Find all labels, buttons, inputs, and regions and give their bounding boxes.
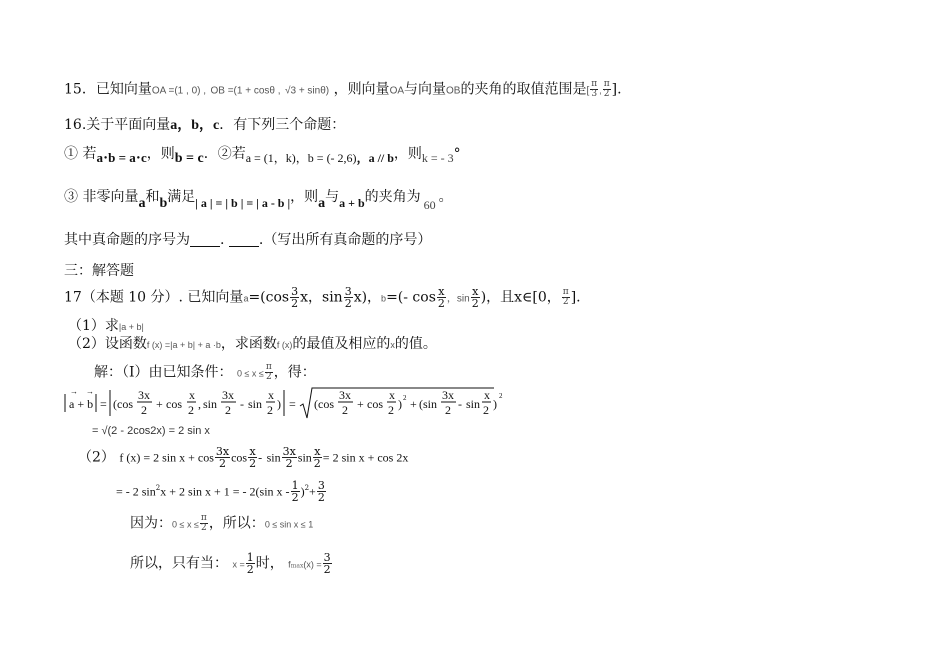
q16-p3-a2: a — [318, 196, 326, 211]
norm-cos-4: cos — [367, 397, 383, 411]
norm-plus-1: + — [156, 397, 163, 411]
solution-f-cos: cos — [231, 450, 248, 465]
norm-x-2: x — [268, 388, 274, 402]
q17-part2-text: ，求函数 — [220, 336, 277, 352]
solution-cond: 0 ≤ x ≤ — [236, 368, 264, 379]
q17-head: 17（本题 10 分）. 已知向量 — [64, 289, 244, 306]
q16-p2-a: a = (1，k)， — [245, 151, 308, 165]
q16-ask-end: .（写出所有真命题的序号） — [258, 232, 432, 248]
norm-sin-4: sin — [466, 397, 481, 411]
q17-x-close: x)， — [353, 289, 382, 306]
q16-answer-blank-2[interactable] — [229, 232, 259, 247]
q16-p3-deg: 60 — [423, 198, 436, 212]
solution-fmax-sub: max — [290, 562, 304, 570]
q17-part2-label: （2）设函数 — [68, 336, 147, 352]
norm-x-1: x — [189, 388, 195, 402]
norm-lhs — [65, 387, 96, 412]
q16-vectors: a，b，c — [170, 118, 220, 133]
solution-when: 时， — [255, 555, 284, 572]
q16-p3-and: 和 — [145, 189, 160, 205]
solution-because-text: 因为： — [130, 515, 172, 532]
q15-line — [64, 80, 622, 99]
norm-minus-2: - — [458, 397, 462, 411]
norm-3x-4: 3x — [442, 388, 454, 402]
q17-close-b: )，且 — [480, 289, 515, 306]
q16-p3-sat: 满足 — [167, 189, 196, 205]
norm-minus-1: - — [240, 397, 244, 411]
norm-cos-2: cos — [166, 397, 182, 411]
svg-text:,: , — [198, 397, 201, 411]
solution-norm-formula — [62, 386, 502, 422]
q16-p2-k: k = - 3 — [421, 151, 454, 165]
q16-p1-eq: a⋅b = a⋅c — [96, 150, 147, 165]
solution-line4 — [116, 480, 327, 503]
norm-x-3: x — [389, 388, 395, 402]
q15-oa-name: OA — [389, 85, 405, 97]
solution-f-frac-2: $\frac{x}{2}$ — [249, 445, 257, 470]
solution-fmax-frac: $\frac{3}{2}$ — [323, 551, 331, 576]
solution-intro-text: 解：（I）由已知条件： — [94, 364, 233, 381]
q15-pi-over-3: $\frac{\pi}{3}$ — [591, 79, 598, 99]
solution-because-frac: $\frac{\pi}{2}$ — [200, 513, 207, 533]
q15-text-then: 则向量 — [347, 81, 390, 98]
q15-number: 15． — [64, 81, 96, 98]
norm-x-4: x — [484, 388, 490, 402]
q17-part2-x: x — [390, 340, 395, 350]
q16-p3-end: 。 — [438, 189, 453, 205]
solution-because-cond: 0 ≤ x ≤ — [172, 519, 199, 530]
q16-props-1-2 — [64, 146, 461, 166]
solution-line4-sq2: 2 — [304, 483, 310, 492]
q16-p3-a: a — [138, 196, 146, 211]
solution-part2-label: （2） — [78, 449, 115, 466]
norm-2-4: 2 — [267, 403, 273, 417]
q15-range-open: [ — [586, 85, 590, 97]
svg-text:): ) — [398, 397, 402, 411]
norm-cos-1: cos — [117, 397, 133, 411]
svg-text:=: = — [289, 397, 296, 411]
solution-x-frac: $\frac{1}{2}$ — [246, 551, 254, 576]
solution-therefore — [130, 552, 333, 575]
solution-f-frac-4: $\frac{x}{2}$ — [313, 445, 321, 470]
solution-fmax: f — [288, 559, 291, 570]
q17-part2-fx: f (x) — [276, 340, 293, 350]
q16-intro-text: 16.关于平面向量 — [64, 117, 171, 133]
q16-p3-with: 与 — [325, 189, 340, 205]
solution-line4c: ) — [300, 484, 305, 499]
solution-f-lhs: f (x) = 2 sin x + cos — [119, 450, 214, 465]
q15-pi-over-2: $\frac{\pi}{2}$ — [603, 79, 610, 99]
q16-ask — [64, 232, 431, 247]
solution-f-sin-1: sin — [266, 450, 281, 465]
q16-p3-ab: a + b — [339, 196, 365, 210]
norm-3x-3: 3x — [339, 388, 351, 402]
q16-p1-res: b = c — [174, 151, 204, 166]
q17-frac-x-2: $\frac{x}{2}$ — [437, 285, 445, 310]
solution-intro — [94, 363, 316, 382]
solution-f-minus: - — [258, 450, 263, 465]
solution-f-sin-2: sin — [297, 450, 312, 465]
svg-text:): ) — [277, 397, 281, 411]
q15-sep: , — [599, 85, 602, 96]
q17-part2 — [68, 337, 437, 351]
q17-frac-pi-2: $\frac{\pi}{2}$ — [562, 287, 569, 307]
q17-statement — [64, 286, 581, 309]
q16-tail: ．有下列三个命题： — [219, 117, 346, 133]
q16-p3-label: ③ 非零向量 — [64, 189, 139, 205]
q16-p2-par: ，a // b — [356, 151, 394, 165]
solution-line4b: x + 2 sin x + 1 = - 2(sin x - — [160, 484, 290, 499]
q15-text-and: 与向量 — [404, 81, 447, 98]
q15-text: 已知向量 — [95, 81, 152, 98]
norm-sin-2: sin — [248, 397, 263, 411]
solution-therefore-text: 所以，只有当： — [130, 555, 228, 572]
norm-sq-2: 2 — [499, 392, 503, 400]
q17-eq-a: =(cos — [248, 289, 290, 306]
solution-cond-frac: $\frac{\pi}{2}$ — [265, 362, 272, 382]
solution-line2: = √(2 - 2cos2x) = 2 sin x — [92, 425, 210, 437]
q15-ob-name: OB — [446, 85, 461, 97]
q17-part2-f: f (x) =|a + b| + a ·b — [146, 340, 221, 350]
q16-prop-3 — [64, 189, 453, 212]
q17-b: b — [381, 293, 387, 304]
q16-p3-angle: 的夹角为 — [364, 189, 421, 205]
solution-get: ，得： — [273, 364, 316, 381]
q17-part1-expr: |a + b| — [118, 322, 144, 332]
norm-2-2: 2 — [188, 403, 194, 417]
q16-p3-then: ，则 — [290, 189, 319, 205]
svg-text:): ) — [493, 397, 497, 411]
q17-eq-b: =(- cos — [386, 289, 436, 306]
svg-text:(: ( — [419, 397, 423, 411]
q17-comma-sin: ，sin — [446, 293, 470, 305]
q17-xin: x∈[0， — [514, 289, 561, 306]
q17-end: ]. — [570, 289, 581, 306]
q15-text-range: 的夹角的取值范围是 — [460, 81, 587, 98]
q16-intro — [64, 118, 345, 133]
q15-comma: ， — [333, 81, 348, 98]
svg-text:(: ( — [113, 397, 117, 411]
solution-line4-sq1: 2 — [155, 483, 161, 492]
solution-line4-frac-2: $\frac{3}{2}$ — [317, 479, 325, 504]
norm-sin-1: sin — [203, 397, 218, 411]
solution-so-cond: 0 ≤ sin x ≤ 1 — [264, 519, 314, 530]
norm-2-8: 2 — [483, 403, 489, 417]
q16-p3-cond: | a | = | b | = | a - b | — [195, 196, 291, 210]
norm-2-1: 2 — [141, 403, 147, 417]
solution-fmax-x: (x) = — [303, 559, 322, 570]
norm-plus-3: + — [410, 397, 417, 411]
solution-x-eq: x = — [232, 559, 245, 570]
q17-part2-end: 的值。 — [394, 336, 437, 352]
norm-plus-2: + — [357, 397, 364, 411]
q16-p2-then: ，则 — [393, 146, 422, 162]
q16-p3-b: b — [159, 196, 168, 211]
norm-cos-3: cos — [318, 397, 334, 411]
solution-line4a: = - 2 sin — [116, 484, 156, 499]
q16-p1-then: ，则 — [146, 146, 175, 162]
solution-f-rhs: = 2 sin x + cos 2x — [322, 450, 409, 465]
q16-answer-blank-1[interactable] — [190, 232, 220, 247]
section-3-title: 三：解答题 — [64, 263, 134, 279]
q16-p1-label: ① 若 — [64, 146, 97, 162]
q16-p2-label: ．②若 — [203, 146, 246, 162]
norm-2-5: 2 — [342, 403, 348, 417]
norm-2-7: 2 — [445, 403, 451, 417]
svg-text:→: → — [70, 387, 78, 396]
q17-part1 — [68, 319, 144, 333]
q17-part1-label: （1）求 — [68, 318, 119, 334]
q15-oa: OA =(1 , 0) , — [151, 85, 207, 97]
q15-ob-root: √3 + sinθ) — [284, 85, 330, 97]
q17-part2-text2: 的最值及相应的 — [292, 336, 391, 352]
norm-2-6: 2 — [388, 403, 394, 417]
norm-sq-1: 2 — [403, 394, 407, 402]
q16-ask-dot: . — [220, 232, 225, 248]
q17-frac-3-2: $\frac{3}{2}$ — [291, 285, 299, 310]
solution-part2 — [78, 446, 408, 469]
norm-lhs-text: a + b — [69, 397, 94, 411]
q15-ob: OB =(1 + cosθ , — [210, 85, 281, 97]
solution-f-frac-1: $\frac{3x}{2}$ — [215, 445, 230, 470]
norm-3x-2: 3x — [222, 388, 234, 402]
solution-line4d: + — [309, 484, 316, 499]
svg-text:→: → — [86, 387, 94, 396]
svg-text:(: ( — [314, 397, 318, 411]
q17-a: a — [243, 293, 249, 304]
q15-range-close: ]. — [611, 81, 622, 98]
solution-because — [130, 514, 313, 533]
norm-3x-1: 3x — [138, 388, 150, 402]
q17-frac-x-2b: $\frac{x}{2}$ — [471, 285, 479, 310]
svg-text:=: = — [100, 397, 107, 411]
solution-f-frac-3: $\frac{3x}{2}$ — [282, 445, 296, 470]
norm-sin-3: sin — [423, 397, 438, 411]
q16-p2-b: b = (- 2,6) — [307, 151, 357, 165]
solution-line4-frac-1: $\frac{1}{2}$ — [291, 479, 299, 504]
q17-frac-3-2b: $\frac{3}{2}$ — [344, 285, 352, 310]
solution-so: ，所以： — [208, 515, 265, 532]
q16-p2-end: ° — [453, 146, 461, 162]
norm-2-3: 2 — [225, 403, 231, 417]
q16-ask-text: 其中真命题的序号为 — [64, 232, 190, 248]
q17-x-comma: x，sin — [300, 289, 343, 306]
